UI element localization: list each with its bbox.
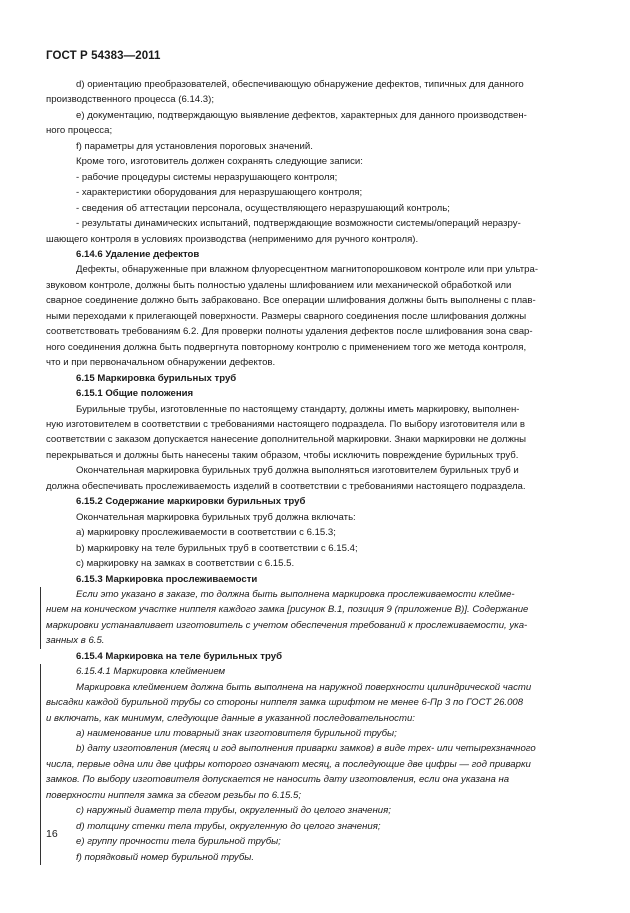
text-line: b) маркировку на теле бурильных труб в соответствии с 6.15.4;: [76, 542, 358, 554]
text-line: e) группу прочности тела бурильной трубы;: [46, 834, 586, 849]
document-header: ГОСТ Р 54383—2011: [46, 50, 161, 62]
text-line: - рабочие процедуры системы неразрушающего контроля;: [76, 171, 338, 183]
section-heading: 6.15.3 Маркировка прослеживаемости: [76, 573, 258, 585]
text-line: e) документацию, подтверждающую выявление дефектов, характерных для данного производствен-: [76, 109, 527, 121]
document-body: [46, 77, 586, 865]
text-line: c) маркировку на замках в соответствии с 6.15.5.: [76, 558, 295, 570]
section-heading: 6.15.1 Общие положения: [76, 388, 194, 400]
text-line: ными переходами к прилегающей поверхности. Размеры сварного соединения после шлифования должны: [46, 310, 527, 322]
text-line: a) маркировку прослеживаемости в соответствии с 6.15.3;: [76, 527, 336, 539]
text-line: сварное соединение должно быть забраковано. Все операции шлифования должны быть выполнены с плав-: [46, 295, 536, 307]
text-line: d) ориентацию преобразователей, обеспечивающую обнаружение дефектов, типичных для данного: [76, 79, 524, 90]
text-line: нием на коническом участке ниппеля каждого замка [рисунок В.1, позиция 9 (приложение В)]. Содержание: [46, 602, 586, 617]
text-line: a) наименование или товарный знак изготовителя бурильной трубы;: [46, 726, 586, 741]
text-line: Маркировка клеймением должна быть выполнена на наружной поверхности цилиндрической части: [46, 680, 586, 695]
text-line: занных в 6.5.: [46, 633, 586, 648]
text-line: - характеристики оборудования для неразрушающего контроля;: [76, 187, 363, 199]
text-line: Бурильные трубы, изготовленные по настоящему стандарту, должны иметь маркировку, выполнен-: [76, 403, 520, 415]
text-line: - сведения об аттестации персонала, осуществляющего неразрушающий контроль;: [76, 202, 450, 214]
text-line: соответствии с заказом допускается нанесение дополнительной маркировки. Знаки маркировки не должны: [46, 434, 527, 446]
text-line: поверхности ниппеля замка за сбегом резьбы по 6.15.5;: [46, 788, 586, 803]
text-line: f) параметры для установления пороговых значений.: [76, 140, 313, 152]
text-line: соответствовать требованиям 6.2. Для проверки полноты удаления дефектов после шлифования зона свар-: [46, 326, 533, 338]
text-line: Если это указано в заказе, то должна быть выполнена маркировка прослеживаемости клейме-: [46, 587, 586, 602]
text-line: 6.15.4.1 Маркировка клеймением: [46, 664, 586, 679]
text-line: маркировки устанавливает изготовитель с учетом обеспечения требований к прослеживаемости, ука-: [46, 618, 586, 633]
text-line: и включать, как минимум, следующие данные в указанной последовательности:: [46, 711, 586, 726]
text-line: f) порядковый номер бурильной трубы.: [46, 850, 586, 865]
text-line: должна обеспечивать прослеживаемость изделий в соответствии с требованиями настоящего подраздела.: [46, 480, 526, 492]
text-line: звуковом контроле, должны быть полностью удалены шлифованием или механической обработкой или: [46, 279, 512, 291]
text-line: перекрываться и должны быть нанесены таким образом, чтобы исключить повреждение бурильных труб.: [46, 449, 519, 461]
section-heading: 6.15.4 Маркировка на теле бурильных труб: [76, 650, 283, 662]
text-line: - результаты динамических испытаний, подтверждающие возможности системы/операций неразру-: [76, 218, 521, 230]
text-line: числа, первые одна или две цифры которого означают месяц, а последующие две цифры — год приварки: [46, 757, 586, 772]
text-line: шающего контроля в условиях производства (неприменимо для ручного контроля).: [46, 233, 419, 245]
text-line: производственного процесса (6.14.3);: [46, 94, 214, 106]
text-line: ного соединения должна быть подвергнута повторному контролю с применением того же метода контроля,: [46, 341, 527, 353]
text-line: d) толщину стенки тела трубы, округленную до целого значения;: [46, 819, 586, 834]
section-heading: 6.15 Маркировка бурильных труб: [76, 372, 237, 384]
section-heading: 6.15.2 Содержание маркировки бурильных труб: [76, 496, 306, 508]
text-line: что и при первоначальном обнаружении дефектов.: [46, 357, 276, 369]
text-line: Окончательная маркировка бурильных труб должна выполняться изготовителем бурильных труб и: [76, 465, 519, 477]
text-line: замков. По выбору изготовителя допускается не наносить дату изготовления, если она указана на: [46, 772, 586, 787]
text-line: Дефекты, обнаруженные при влажном флуоресцентном магнитопорошковом контроле или при ультра-: [76, 264, 539, 276]
section-heading: 6.14.6 Удаление дефектов: [76, 248, 200, 260]
text-line: высадки каждой бурильной трубы со стороны ниппеля замка шрифтом не менее 6-Пр 3 по ГОСТ 26.008: [46, 695, 586, 710]
text-line: Окончательная маркировка бурильных труб должна включать:: [76, 511, 356, 523]
text-line: ного процесса;: [46, 125, 113, 137]
text-line: Кроме того, изготовитель должен сохранять следующие записи:: [76, 156, 363, 168]
text-line: b) дату изготовления (месяц и год выполнения приварки замков) в виде трех- или четырехзначного: [46, 741, 586, 756]
text-line: c) наружный диаметр тела трубы, округленный до целого значения;: [46, 803, 586, 818]
text-line: ную изготовителем в соответствии с требованиями настоящего подраздела. По выбору изготовителя или в: [46, 418, 525, 430]
page-number: 16: [46, 828, 58, 840]
